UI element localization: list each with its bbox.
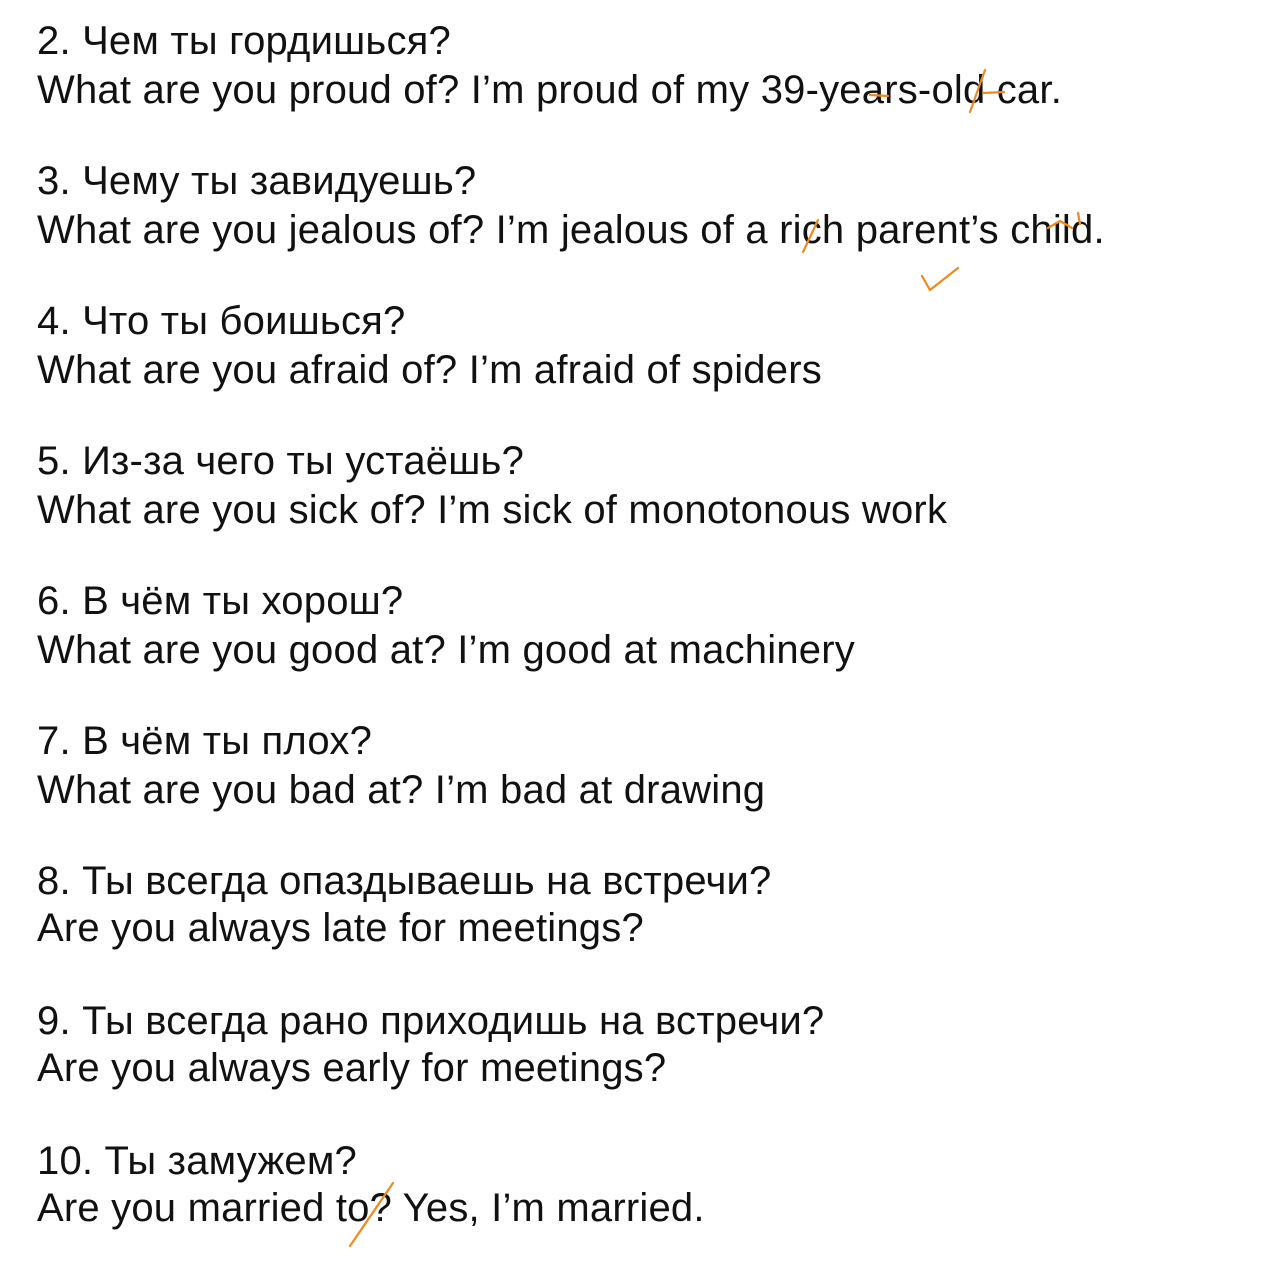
answer-7: What are you bad at? I’m bad at drawing — [37, 768, 766, 812]
answer-3: What are you jealous of? I’m jealous of a rich parent’s child. — [37, 208, 1105, 252]
answer-6: What are you good at? I’m good at machinery — [37, 628, 855, 672]
question-3: 3. Чему ты завидуешь? — [37, 159, 477, 203]
check-icon — [922, 268, 958, 290]
answer-5: What are you sick of? I’m sick of monotonous work — [37, 488, 948, 532]
answer-8: Are you always late for meetings? — [37, 906, 644, 950]
question-2: 2. Чем ты гордишься? — [37, 19, 451, 63]
answer-2: What are you proud of? I’m proud of my 39-years-old car. — [37, 68, 1063, 112]
question-9: 9. Ты всегда рано приходишь на встречи? — [37, 999, 825, 1043]
answer-4: What are you afraid of? I’m afraid of spiders — [37, 348, 822, 392]
question-5: 5. Из-за чего ты устаёшь? — [37, 439, 525, 483]
answer-10: Are you married to? Yes, I’m married. — [37, 1186, 705, 1230]
question-8: 8. Ты всегда опаздываешь на встречи? — [37, 859, 772, 903]
answer-9: Are you always early for meetings? — [37, 1046, 667, 1090]
question-10: 10. Ты замужем? — [37, 1139, 357, 1183]
question-6: 6. В чём ты хорош? — [37, 579, 404, 623]
question-7: 7. В чём ты плох? — [37, 719, 373, 763]
question-4: 4. Что ты боишься? — [37, 299, 406, 343]
